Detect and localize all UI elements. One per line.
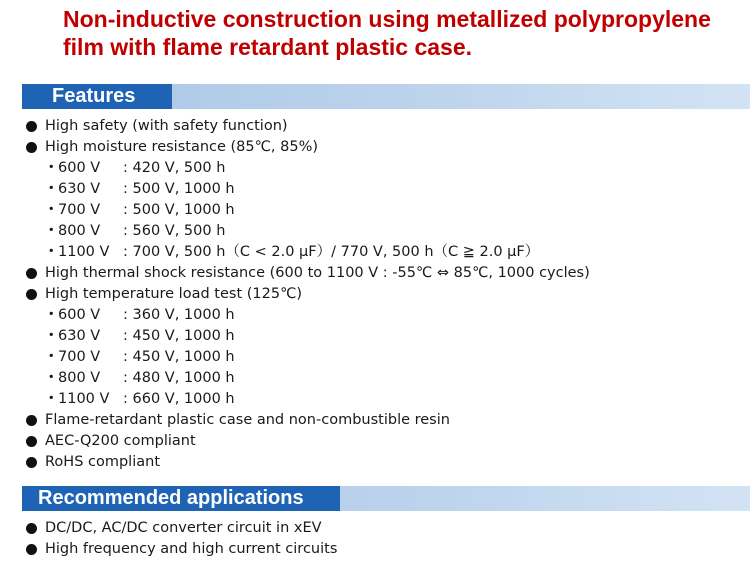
spec-value: : 480 V, 1000 h	[123, 370, 235, 386]
spec-value: : 700 V, 500 h（C < 2.0 μF）/ 770 V, 500 h（C ≧ 2.0 μF）	[123, 244, 540, 260]
sub-bullet-icon: ・	[44, 370, 59, 386]
spec-voltage: 800 V	[58, 370, 101, 386]
spec-voltage: 1100 V	[58, 244, 110, 260]
bullet-icon	[26, 415, 37, 426]
bullet-icon	[26, 142, 37, 153]
sub-bullet-icon: ・	[44, 391, 59, 407]
feature-aec: AEC-Q200 compliant	[45, 433, 196, 449]
spec-value: : 450 V, 1000 h	[123, 349, 235, 365]
bullet-icon	[26, 457, 37, 468]
applications-section-header	[22, 486, 750, 511]
feature-temp-load: High temperature load test (125℃)	[45, 286, 303, 302]
sub-bullet-icon: ・	[44, 181, 59, 197]
bullet-icon	[26, 121, 37, 132]
applications-heading: Recommended applications	[22, 486, 340, 511]
bullet-icon	[26, 289, 37, 300]
spec-value: : 500 V, 1000 h	[123, 181, 235, 197]
bullet-icon	[26, 436, 37, 447]
feature-thermal-shock: High thermal shock resistance (600 to 1100 V : -55℃ ⇔ 85℃, 1000 cycles)	[45, 265, 590, 281]
spec-value: : 450 V, 1000 h	[123, 328, 235, 344]
sub-bullet-icon: ・	[44, 223, 59, 239]
spec-voltage: 700 V	[58, 349, 101, 365]
sub-bullet-icon: ・	[44, 307, 59, 323]
feature-moisture: High moisture resistance (85℃, 85%)	[45, 139, 319, 155]
spec-value: : 660 V, 1000 h	[123, 391, 235, 407]
feature-flame: Flame-retardant plastic case and non-combustible resin	[45, 412, 450, 428]
application-item: DC/DC, AC/DC converter circuit in xEV	[45, 520, 322, 536]
spec-voltage: 600 V	[58, 307, 101, 323]
spec-voltage: 630 V	[58, 181, 101, 197]
feature-safety: High safety (with safety function)	[45, 118, 288, 134]
spec-voltage: 630 V	[58, 328, 101, 344]
bullet-icon	[26, 544, 37, 555]
spec-voltage: 700 V	[58, 202, 101, 218]
sub-bullet-icon: ・	[44, 160, 59, 176]
sub-bullet-icon: ・	[44, 202, 59, 218]
page-title: Non-inductive construction using metallized polypropylene film with flame retardant plastic case.	[63, 6, 711, 60]
spec-value: : 360 V, 1000 h	[123, 307, 235, 323]
features-heading: Features	[22, 84, 172, 109]
spec-voltage: 600 V	[58, 160, 101, 176]
sub-bullet-icon: ・	[44, 349, 59, 365]
spec-value: : 420 V, 500 h	[123, 160, 226, 176]
bullet-icon	[26, 523, 37, 534]
spec-voltage: 800 V	[58, 223, 101, 239]
spec-value: : 560 V, 500 h	[123, 223, 226, 239]
sub-bullet-icon: ・	[44, 244, 59, 260]
spec-voltage: 1100 V	[58, 391, 110, 407]
application-item: High frequency and high current circuits	[45, 541, 338, 557]
feature-rohs: RoHS compliant	[45, 454, 161, 470]
features-section-header	[22, 84, 750, 109]
bullet-icon	[26, 268, 37, 279]
sub-bullet-icon: ・	[44, 328, 59, 344]
spec-value: : 500 V, 1000 h	[123, 202, 235, 218]
